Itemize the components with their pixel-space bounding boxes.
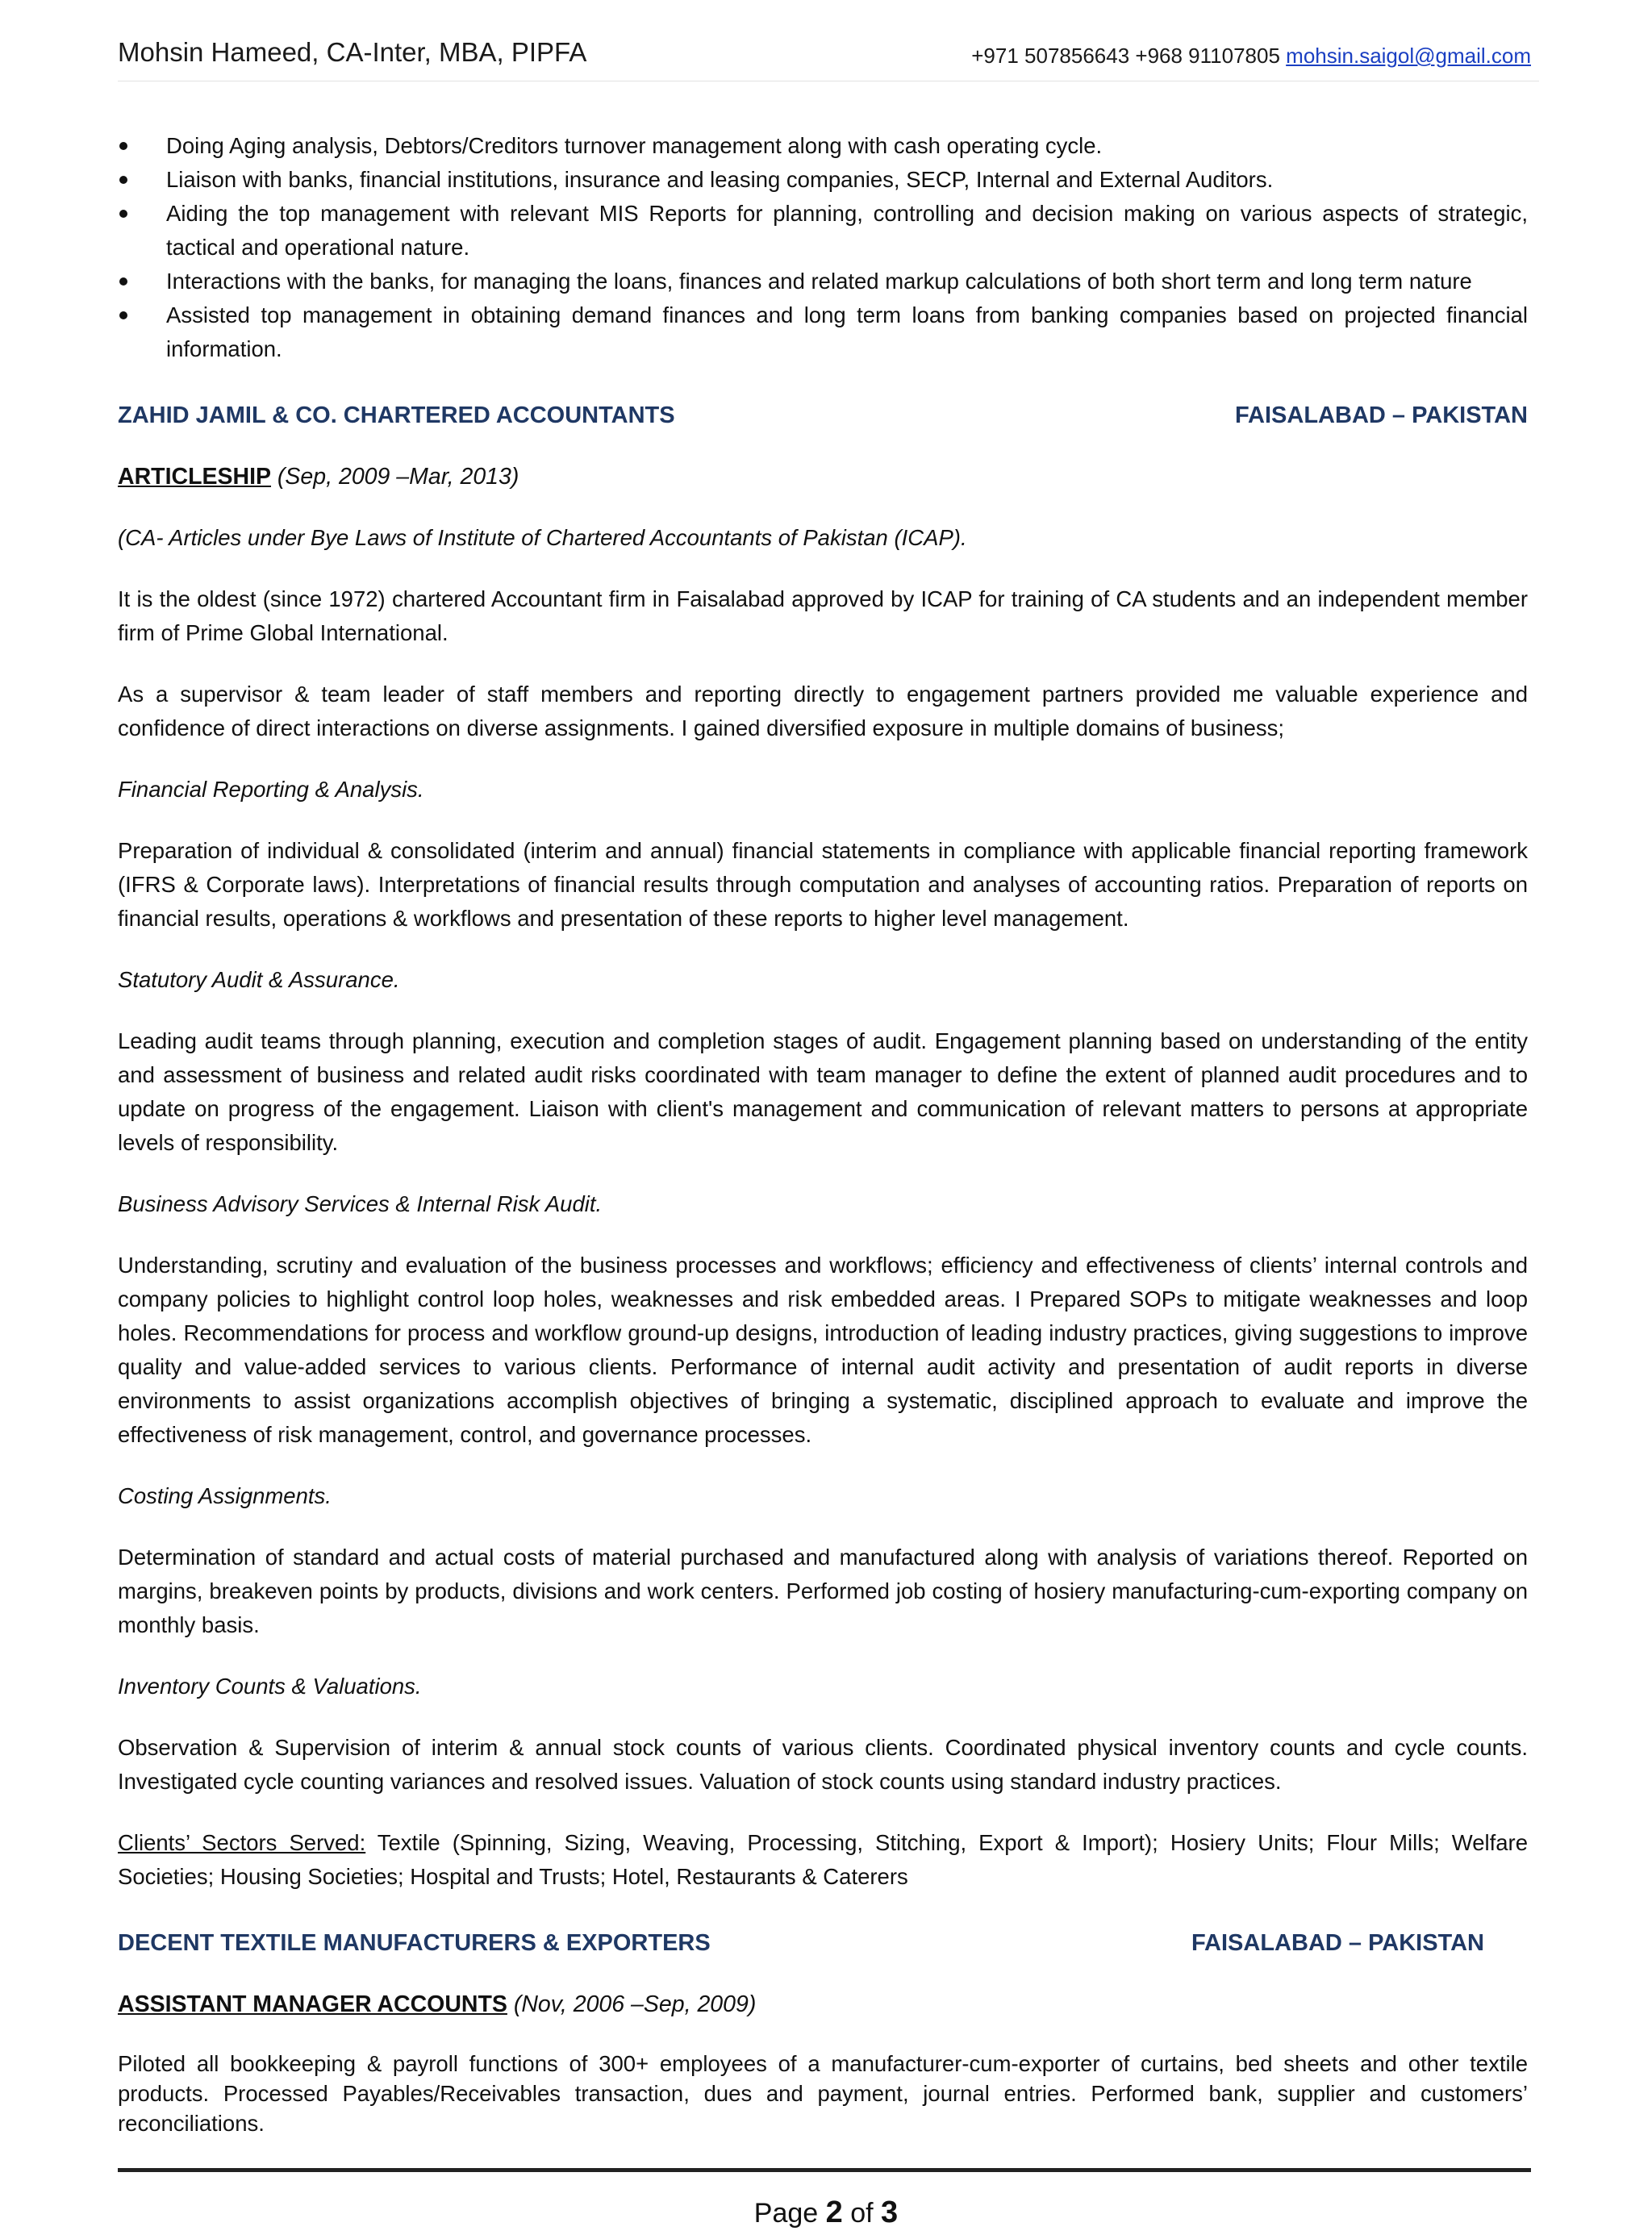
resume-content xyxy=(118,129,1528,2138)
articleship-note: (CA- Articles under Bye Laws of Institute of Chartered Accountants of Pakistan (ICAP). xyxy=(118,525,967,550)
company-location: FAISALABAD – PAKISTAN xyxy=(1191,1930,1484,1956)
page-number: Page 2 of 3 xyxy=(753,2195,899,2229)
firm-intro: It is the oldest (since 1972) chartered Accountant firm in Faisalabad approved by ICAP for training of CA students and an independent member firm of Prime Global International. xyxy=(118,586,1528,645)
phone-numbers: +971 507856643 +968 91107805 xyxy=(971,44,1280,68)
candidate-name: Mohsin Hameed, CA-Inter, MBA, PIPFA xyxy=(118,37,587,67)
subheading-statutory-audit: Statutory Audit & Assurance. xyxy=(118,967,400,992)
page-header xyxy=(118,37,1539,77)
subheading-costing: Costing Assignments. xyxy=(118,1483,332,1508)
clients-sectors xyxy=(118,1826,1528,1894)
clients-text: Textile (Spinning, Sizing, Weaving, Processing, Stitching, Export & Import); Hosiery Units; Flour Mills; Welfare Societies; Housing Societies; Hospital and Trusts; Hotel, Restaurants & Caterers xyxy=(118,1830,1528,1889)
role-dates: (Sep, 2009 –Mar, 2013) xyxy=(271,464,519,490)
role-dates: (Nov, 2006 –Sep, 2009) xyxy=(507,1991,757,2017)
inventory-paragraph: Observation & Supervision of interim & annual stock counts of various clients. Coordinated physical inventory counts and cycle counts. Investigated cycle counting variances and resolved issues. Valuation of stock counts using standard industry practices. xyxy=(118,1735,1528,1794)
current-page: 2 xyxy=(825,2195,843,2229)
costing-paragraph: Determination of standard and actual costs of material purchased and manufactured along with analysis of variations thereof. Reported on margins, breakeven points by products, divisions and work centers. Performed job costing of hosiery manufacturing-cum-exporting company on monthly basis. xyxy=(118,1545,1528,1637)
list-item: Interactions with the banks, for managing the loans, finances and related markup calculations of both short term and long term nature xyxy=(118,265,1528,298)
clients-label: Clients’ Sectors Served: xyxy=(118,1830,366,1855)
company-heading-zahid-jamil xyxy=(118,398,1528,432)
subheading-inventory: Inventory Counts & Valuations. xyxy=(118,1674,422,1699)
responsibilities-list xyxy=(118,129,1528,366)
role-line-assistant-manager xyxy=(118,1987,1528,2021)
bullet-icon xyxy=(119,210,127,218)
role-title: ARTICLESHIP xyxy=(118,464,272,490)
statutory-audit-paragraph: Leading audit teams through planning, execution and completion stages of audit. Engagement planning based on understanding of the entity and assessment of business and related audit risks coordinated with team manager to define the extent of planned audit procedures and to update on progress of the engagement. Liaison with client's management and communication of relevant matters to persons at appropriate levels of responsibility. xyxy=(118,1028,1528,1155)
bullet-icon xyxy=(119,142,127,150)
company-name: DECENT TEXTILE MANUFACTURERS & EXPORTERS xyxy=(118,1930,711,1956)
financial-reporting-paragraph: Preparation of individual & consolidated (interim and annual) financial statements in compliance with applicable financial reporting framework (IFRS & Corporate laws). Interpretations of financial results through computation and analyses of accounting ratios. Preparation of reports on financial results, operations & workflows and presentation of these reports to higher level management. xyxy=(118,838,1528,931)
contact-info xyxy=(971,44,1531,69)
list-item: Liaison with banks, financial institutions, insurance and leasing companies, SECP, Internal and External Auditors. xyxy=(118,163,1528,197)
role-title: ASSISTANT MANAGER ACCOUNTS xyxy=(118,1991,507,2017)
subheading-financial-reporting: Financial Reporting & Analysis. xyxy=(118,777,424,802)
subheading-business-advisory: Business Advisory Services & Internal Risk Audit. xyxy=(118,1191,603,1216)
list-item: Aiding the top management with relevant MIS Reports for planning, controlling and decision making on various aspects of strategic, tactical and operational nature. xyxy=(118,197,1528,265)
bullet-icon xyxy=(119,176,127,184)
list-item: Assisted top management in obtaining demand finances and long term loans from banking companies based on projected financial information. xyxy=(118,298,1528,366)
company-name: ZAHID JAMIL & CO. CHARTERED ACCOUNTANTS xyxy=(118,402,675,428)
email-link[interactable]: mohsin.saigol@gmail.com xyxy=(1286,44,1531,68)
total-pages: 3 xyxy=(881,2195,899,2229)
company-location: FAISALABAD – PAKISTAN xyxy=(1234,402,1528,428)
business-advisory-paragraph: Understanding, scrutiny and evaluation of the business processes and workflows; efficiency and effectiveness of clients’ internal controls and company policies to highlight control loop holes, weaknesses and risk embedded areas. I Prepared SOPs to mitigate weaknesses and loop holes. Recommendations for process and workflow ground-up designs, introduction of leading industry practices, giving suggestions to improve quality and value-added services to various clients. Performance of internal audit activity and presentation of audit reports in diverse environments to assist organizations accomplish objectives of bringing a systematic, disciplined approach to evaluate and improve the effectiveness of risk management, control, and governance processes. xyxy=(118,1253,1528,1447)
list-item: Doing Aging analysis, Debtors/Creditors turnover management along with cash operating cycle. xyxy=(118,129,1528,163)
bullet-icon xyxy=(119,311,127,319)
bullet-icon xyxy=(119,277,127,286)
footer-divider xyxy=(118,2168,1531,2172)
assistant-manager-paragraph: Piloted all bookkeeping & payroll functions of 300+ employees of a manufacturer-cum-exporter of curtains, bed sheets and other textile products. Processed Payables/Receivables transaction, dues and payment, journal entries. Performed bank, supplier and customers’ reconciliations. xyxy=(118,2051,1528,2136)
company-heading-decent-textile xyxy=(118,1926,1528,1960)
role-line-articleship xyxy=(118,460,1528,494)
supervisor-paragraph: As a supervisor & team leader of staff members and reporting directly to engagement partners provided me valuable experience and confidence of direct interactions on diverse assignments. I gained diversified exposure in multiple domains of business; xyxy=(118,682,1528,740)
